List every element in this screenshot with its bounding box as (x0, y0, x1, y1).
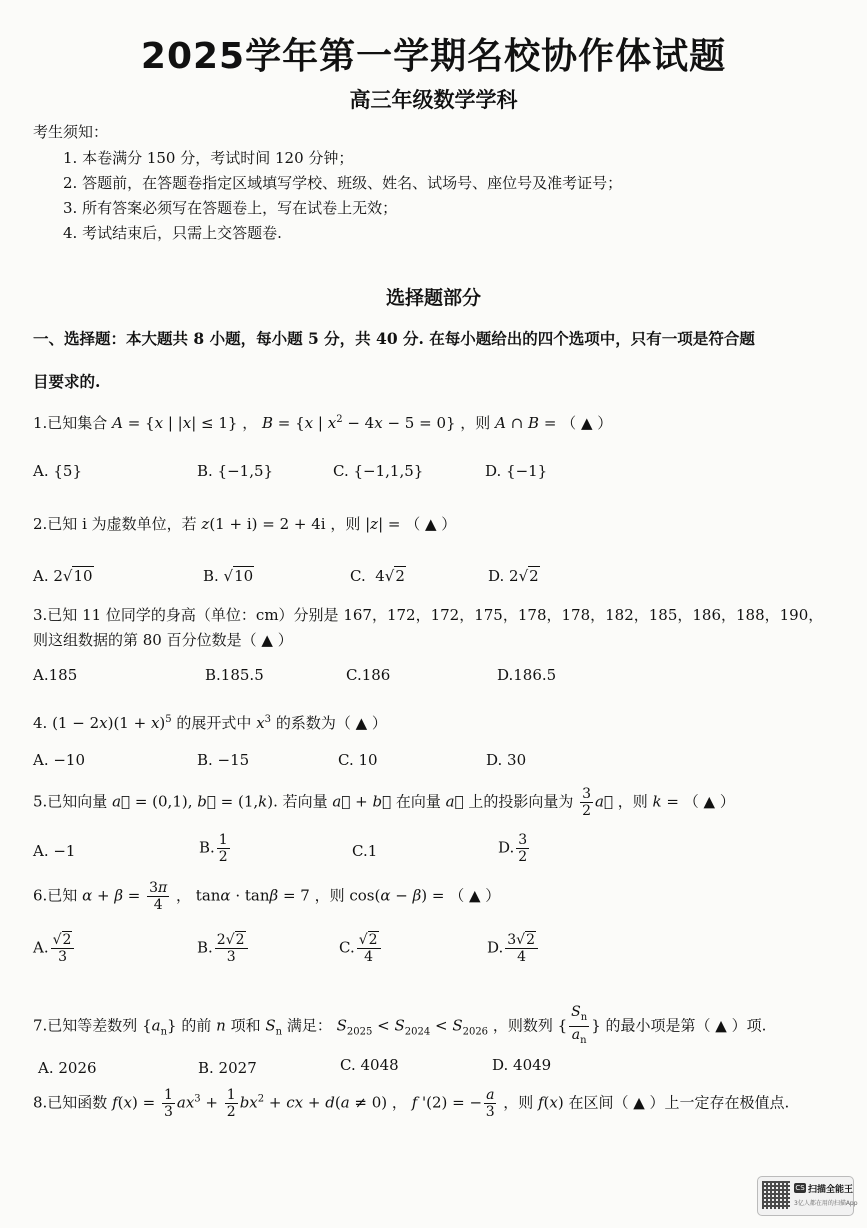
question-2: 2.已知 i 为虚数单位，若 z(1 + i) = 2 + 4i ，则 |z| = （ ▲ ） (33, 515, 457, 533)
section-title: 选择题部分 (385, 287, 481, 309)
question-3-cont: 则这组数据的第 80 百分位数是（ ▲ ） (33, 631, 293, 649)
question-4: 4. $(1 - 2x)(1 + x)^5$ 的展开式中 $x^3$ 的系数为（ ▲ ） (33, 714, 387, 732)
camscanner-logo-icon: CS (795, 1184, 805, 1192)
part-heading-cont: 目要求的. (33, 372, 101, 391)
qr-code-icon (762, 1181, 790, 1209)
q3-option-a: A.185 (33, 666, 78, 684)
q3-option-b: B.185.5 (205, 666, 264, 684)
q7-option-a: A. 2026 (38, 1059, 97, 1077)
q4-option-a: A. −10 (33, 751, 86, 769)
notice-item: 2. 答题前，在答题卷指定区域填写学校、班级、姓名、试场号、座位号及准考证号； (63, 174, 623, 192)
q5-option-b: B. $\frac{1}{2}$ (199, 832, 228, 865)
q1-option-c: C. {−1,1,5} (333, 462, 424, 480)
q6-option-d: D. $\frac{3√2}{4}$ (487, 932, 540, 965)
notice-item: 3. 所有答案必须写在答题卷上，写在试卷上无效； (63, 199, 398, 217)
q2-option-b: B. √10 (203, 567, 254, 585)
q1-option-b: B. {−1,5} (197, 462, 274, 480)
question-5: 5.已知向量 a⃗ = (0,1), b⃗ = (1,k). 若向量 a⃗ + b⃗ 在向量 a⃗ 上的投影向量为 $\frac{3}{2}$ a⃗ ，则 k = （ ▲ ） (33, 786, 735, 819)
q4-option-d: D. 30 (486, 751, 527, 769)
page-subtitle: 高三年级数学学科 (349, 88, 518, 112)
q3-option-d: D.186.5 (497, 666, 557, 684)
question-7: 7.已知等差数列 $\{a_n\}$ 的前 n 项和 $S_n$ 满足： $S_{2025} < S_{2024} < S_{2026}$ ，则数列 { $\frac{S_n}{a_n}$ } 的最小项是第（ ▲ ）项. (33, 1004, 767, 1046)
part-heading: 一、选择题：本大题共 8 小题，每小题 5 分，共 40 分. 在每小题给出的四个选项中，只有一项是符合题 (33, 329, 755, 348)
q7-option-b: B. 2027 (198, 1059, 257, 1077)
q5-option-a: A. −1 (33, 842, 76, 860)
q6-option-c: C. $\frac{√2}{4}$ (339, 932, 383, 965)
notice-heading: 考生须知： (33, 123, 109, 141)
q5-option-c: C.1 (352, 842, 378, 860)
q1-option-a: A. {5} (33, 462, 82, 480)
notice-item: 1. 本卷满分 150 分，考试时间 120 分钟； (63, 149, 354, 167)
q1-option-d: D. {−1} (485, 462, 548, 480)
q2-option-c: C. 4√2 (350, 567, 405, 585)
q2-option-a: A. 2√10 (33, 567, 93, 585)
q3-option-c: C.186 (346, 666, 391, 684)
question-3: 3.已知 11 位同学的身高（单位：cm）分别是 167，172，172，175，178，178，182，185，186，188，190， (33, 606, 824, 624)
q7-option-d: D. 4049 (492, 1056, 552, 1074)
q4-option-b: B. −15 (197, 751, 250, 769)
scanner-watermark-badge (757, 1176, 858, 1216)
badge-tagline: 3亿人都在用的扫描App (794, 1200, 858, 1207)
question-1: 1.已知集合 A = {x | |x| ≤ 1} ， B = {x | $x^2 - 4x - 5 = 0$} ，则 A ∩ B = （ ▲ ） (33, 414, 613, 432)
question-8: 8.已知函数 f(x) = $\frac{1}{3}$ $ax^3$ + $\frac{1}{2}$ $bx^2$ + cx + d(a ≠ 0) ， f '(2) = − $\frac{a}{3}$ ，则 f(x) 在区间（ ▲ ）上一定存在极值点. (33, 1087, 790, 1120)
badge-app-name: 扫描全能王 (808, 1185, 854, 1195)
q6-option-a: A. $\frac{√2}{3}$ (33, 932, 76, 965)
notice-item: 4. 考试结束后，只需上交答题卷. (63, 224, 282, 242)
q5-option-d: D. $\frac{3}{2}$ (498, 832, 528, 865)
q7-option-c: C. 4048 (340, 1056, 399, 1074)
question-6: 6.已知 α + β = $\frac{3\pi}{4}$ ， tanα · tanβ = 7 ，则 cos(α − β) = （ ▲ ） (33, 880, 501, 913)
q6-option-b: B. $\frac{2√2}{3}$ (197, 932, 250, 965)
q4-option-c: C. 10 (338, 751, 378, 769)
q2-option-d: D. 2√2 (488, 567, 539, 585)
page-title: 2025学年第一学期名校协作体试题 (140, 36, 727, 77)
